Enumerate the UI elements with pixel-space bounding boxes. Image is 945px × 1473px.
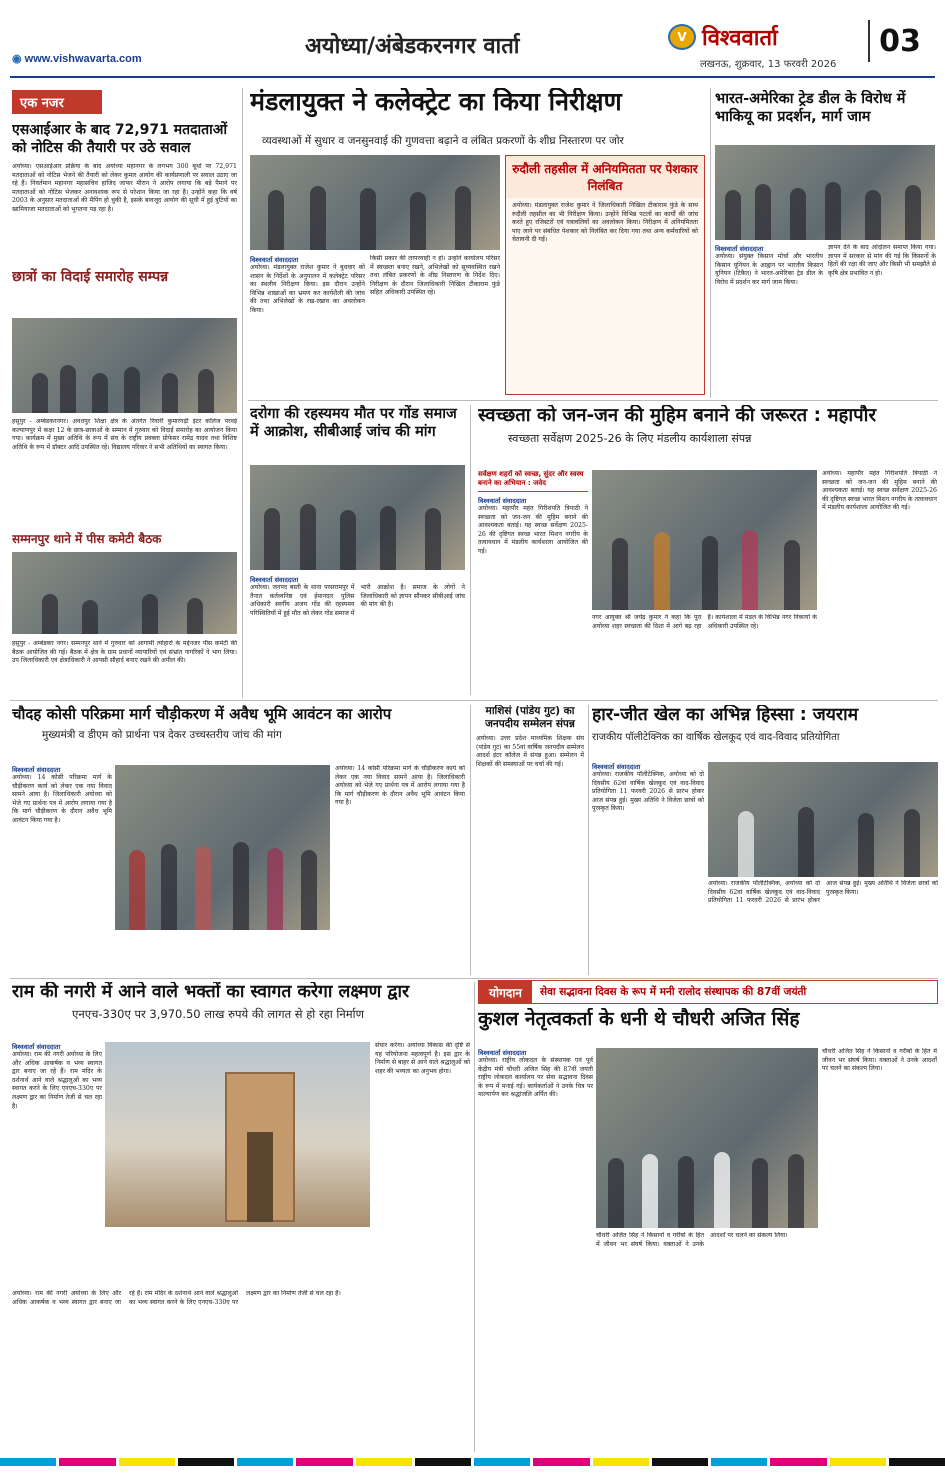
main-headline: मंडलायुक्त ने कलेक्ट्रेट का किया निरीक्षण [250,88,622,116]
yogdan-headline: कुशल नेतृत्वकर्ता के धनी थे चौधरी अजित सिंह [478,1008,800,1030]
clean-subhead: स्वच्छता सर्वेक्षण 2025-26 के लिए मंडलीय कार्यशाला संपन्न [508,432,752,446]
main-byline: विश्ववार्ता संवाददाता [250,256,299,264]
sports-ceremony-photo [708,762,938,877]
sir-headline: एसआईआर के बाद 72,971 मतदाताओं को नोटिस की तैयारी पर उठे सवाल [12,122,228,156]
rld-meeting-photo [596,1048,818,1228]
yogdan-col1 [478,1048,593,1448]
main-col1 [250,255,365,395]
print-color-bar [0,1458,945,1466]
gate-body-3: अयोध्या। राम की नगरी अयोध्या के लिए और अधिक आकर्षक व भव्य स्वागत द्वार बनाए जा रहे हैं। राम मंदिर के दर्शनार्थ आने वाले श्रद्धालुओं का भव्य स्वागत करने के लिए एनएच-330ए पर लक्ष्मण द्वार का निर्माण तेजी से चल रहा है। [12,1290,341,1306]
land-body: अयोध्या। 14 कोसी परिक्रमा मार्ग के चौड़ीकरण कार्य को लेकर एक नया विवाद सामने आया है। जिलाधिकारी अयोध्या को भेजे गए प्रार्थना पत्र में आरोप लगाया गया है कि मार्ग चौड़ीकरण के दौरान अवैध भूमि आवंटन किया गया है। [12,774,112,824]
mashisan-headline: माशिसं (पांडेय गुट) का जनपदीय सम्मेलन संपन्न [485,705,575,731]
farewell-photo [12,318,237,413]
sports-subhead: राजकीय पॉलीटेक्निक का वार्षिक खेलकूद एवं वाद-विवाद प्रतियोगिता [592,732,840,743]
trade-col1 [715,244,823,394]
yogdan-tagline: सेवा सद्भावना दिवस के रूप में मनी रालोद संस्थापक की 87वीं जयंती [539,986,807,998]
sports-headline-wrap [592,705,937,760]
gate-subhead: एनएच-330ए पर 3,970.50 लाख रुपये की लागत से हो रहा निर्माण [72,1007,364,1021]
sir-body: अयोध्या। एसआईआर प्रक्रिया के बाद अयोध्या महानगर के लगभग 300 बूथों पर 72,971 मतदाताओं को नोटिस भेजने की तैयारी को लेकर कुमार आयोग की कार्यप्रणाली पर सवाल उठाए जा रहे हैं। निवर्तमान महानगर महासचिव हाजिद जाफर मीरान ने आरोप लगाया कि बड़े पैमाने पर मतदाताओं को नोटिस भेजकर अनावश्यक रूप से परेशान किया जा रहा है। उन्होंने कहा कि वर्ष 2003 के अनुसार मतदाताओं की मैपिंग हो चुकी है, इसके बावजूद आयोग की सूची में हुई त्रुटियों का खामियाजा मतदाताओं को भुगतना पड़ रहा है। [12,163,237,213]
trade-headline: भारत-अमेरिका ट्रेड डील के विरोध में भाकियू का प्रदर्शन, मार्ग जाम [715,91,906,126]
land-body-2: अयोध्या। 14 कोसी परिक्रमा मार्ग के चौड़ीकरण कार्य को लेकर एक नया विवाद सामने आया है। जिलाधिकारी अयोध्या को भेजे गए प्रार्थना पत्र में आरोप लगाया गया है कि मार्ग चौड़ीकरण के दौरान अवैध भूमि आवंटन किया गया है। [335,765,465,807]
yogdan-col3 [822,1048,937,1448]
mashisan-body: अयोध्या। उत्तर प्रदेश माध्यमिक शिक्षक संघ (पांडेय गुट) का 55वां वार्षिक जनपदीय सम्मेलन आदर्श इंटर कॉलेज में संपन्न हुआ। सम्मेलन में शिक्षकों की समस्याओं पर चर्चा की गई। [476,735,584,769]
trade-col2 [828,244,936,394]
death-body: अयोध्या। जनपद बस्ती के थाना परसरामपुर में तैनात कर्तव्यनिष्ठ एवं ईमानदार पुलिस अधिकारी स्वर्गीय अजय गोंड की रहस्यमय परिस्थितियों में हुई मौत को लेकर गोंड समाज में भारी आक्रोश है। समाज के लोगों ने जिलाधिकारी को ज्ञापन सौंपकर सीबीआई जांच की मांग की है। [250,584,465,617]
ek-nazar-label: एक नजर [12,90,102,114]
trade-byline: विश्ववार्ता संवाददाता [715,245,764,253]
trade-body-1: अयोध्या। संयुक्त किसान मोर्चा और भारतीय किसान यूनियन के आह्वान पर भारतीय किसान यूनियन (टिकैत) ने भारत-अमेरिका ट्रेड डील के विरोध में प्रदर्शन कर मार्ग जाम किया। [715,253,823,286]
gate-body-2: संचार करेगा। अयोध्या विकास की दृष्टि से यह परियोजना महत्वपूर्ण है। इस द्वार के निर्माण से बाहर से आने वाले श्रद्धालुओं को शहर की भव्यता का अनुभव होगा। [375,1042,470,1075]
clean-body-3: अयोध्या। महापौर महंत गिरीशपति त्रिपाठी ने स्वच्छता को जन-जन की मुहिम बनाने की आवश्यकता बताई। यह स्वच्छ सर्वेक्षण 2025-26 की दृष्टिगत स्वच्छ भारत मिशन नगरीय के तत्वावधान में मंडलीय कार्यशाला आयोजित की गई। [822,470,937,512]
death-headline-wrap [250,405,465,465]
clean-col3 [822,470,937,695]
memorandum-photo [250,465,465,570]
website-url[interactable]: ◉ www.vishwavarta.com [12,53,142,65]
sports-byline: विश्ववार्ता संवाददाता [592,763,641,771]
yogdan-body-2: चौधरी अजित सिंह ने किसानों व गरीबों के हित में जीवन भर संघर्ष किया। वक्ताओं ने उनके आदर्शों पर चलने का संकल्प लिया। [596,1232,788,1248]
clean-col1 [478,470,588,695]
land-subhead: मुख्यमंत्री व डीएम को प्रार्थना पत्र देकर उच्चस्तरीय जांच की मांग [42,728,282,741]
yogdan-body-3: चौधरी अजित सिंह ने किसानों व गरीबों के हित में जीवन भर संघर्ष किया। वक्ताओं ने उनके आदर्शों पर चलने का संकल्प लिया। [822,1048,937,1073]
globe-icon: ◉ [12,53,22,65]
clean-byline: विश्ववार्ता संवाददाता [478,497,527,505]
main-headline-wrap [250,88,705,128]
sports-headline: हार-जीत खेल का अभिन्न हिस्सा : जयराम [592,705,859,725]
gate-col1 [12,1042,102,1287]
sports-col2 [708,880,938,972]
trade-body-2: ज्ञापन देने के बाद आंदोलन समाप्त किया गया। ज्ञापन में सरकार से मांग की गई कि किसानों के हितों की रक्षा की जाए और किसी भी समझौते से कृषि क्षेत्र प्रभावित न हो। [828,244,936,277]
peace-body: हसुपुर - अम्बेडकर नगर। सम्मनपुर थाने में गुरुवार को आगामी त्योहारों के मद्देनजर पीस कमेटी की बैठक आयोजित की गई। बैठक में क्षेत्र के ग्राम प्रधानों व्यापारियों एवं संभ्रांत नागरिकों ने भाग लिया। उप जिलाधिकारी एवं क्षेत्राधिकारी ने आपसी सौहार्द बनाए रखने की अपील की। [12,640,237,665]
main-col2 [370,255,500,395]
collectorate-photo [250,155,500,250]
gate-col3 [375,1042,470,1227]
land-headline-wrap [12,705,462,760]
sports-body-2: अयोध्या। राजकीय पॉलीटेक्निक, अयोध्या को दो दिवसीय 62वां वार्षिक खेलकूद एवं वाद-विवाद प्रतियोगिता 11 फरवरी 2026 से प्रारंभ होकर आज संपन्न हुई। मुख्य अतिथि ने विजेता छात्रों को पुरस्कृत किया। [708,880,938,905]
land-byline: विश्ववार्ता संवाददाता [12,766,61,774]
peace-headline: सम्मनपुर थाने में पीस कमेटी बैठक [12,532,162,546]
main-body-2: किसी प्रकार की लापरवाही न हो। उन्होंने कार्यालय परिसर में स्वच्छता बनाए रखने, अभिलेखों को सुव्यवस्थित रखने तथा लंबित प्रकरणों के शीघ्र निस्तारण के निर्देश दिए। निरीक्षण के दौरान जिलाधिकारी निखिल टीकाराम फुंडे सहित अधिकारी उपस्थित रहे। [370,255,500,297]
yogdan-col2 [596,1232,818,1447]
rudauli-body: अयोध्या। मंडलायुक्त राजेश कुमार ने जिलाधिकारी निखिल टीकाराम फुंडे के साथ रुदौली तहसील का भी निरीक्षण किया। उन्होंने विभिन्न पटलों का कार्यों की जांच करते हुए रजिस्टरों एवं पत्रावलियों का अवलोकन किया। निरीक्षण में अनियमितता पाए जाने पर संबंधित पेशकार को निलंबित कर दिया गया तथा अन्य कर्मचारियों को चेतावनी दी गई। [512,202,698,244]
logo-icon: V [668,24,696,50]
land-col3 [335,765,465,970]
land-col1 [12,765,112,970]
clean-headline: स्वच्छता को जन-जन की मुहिम बनाने की जरूरत : महापौर [478,405,877,426]
trade-headline-wrap [715,90,937,150]
clean-headline-wrap [478,405,938,465]
death-headline: दरोगा की रहस्यमय मौत पर गोंड समाज में आक्रोश, सीबीआई जांच की मांग [250,406,457,441]
yogdan-body: अयोध्या। राष्ट्रीय लोकदल के संस्थापक एवं पूर्व केंद्रीय मंत्री चौधरी अजित सिंह की 87वीं जयंती राष्ट्रीय लोकदल कार्यालय पर सेवा सद्भावना दिवस के रूप में मनाई गई। कार्यकर्ताओं ने उनके चित्र पर माल्यार्पण कर श्रद्धांजलि अर्पित की। [478,1057,593,1099]
villagers-photo [115,765,330,930]
farewell-body: हसुपुर - अम्बेडकरनगर। अवधपुर शिक्षा क्षेत्र के अंतर्गत रिवारी कुमारगढ़ी इंटर कॉलेज परवई कल्याणपुर में कक्षा 12 के छात्र-छात्राओं के सम्मान में गुरुवार को विदाई समारोह का आयोजन किया गया। कार्यक्रम में मुख्य अतिथि के रूप में संघ के राष्ट्रीय प्रवक्ता प्रोफेसर रामेंद्र यादव तथा विशिष्ट अतिथि के रूप में डॉक्टर आदि उपस्थित रहे। विद्यालय परिवार ने सभी अतिथियों का स्वागत किया। [12,418,237,451]
masthead-logo [668,22,778,52]
clean-col2 [592,614,817,694]
peace-meeting-photo [12,552,237,634]
main-subhead: व्यवस्थाओं में सुधार व जनसुनवाई की गुणवत्ता बढ़ाने व लंबित प्रकरणों के शीघ्र निस्तारण पर जोर [262,135,624,147]
page-number: 03 [868,20,930,62]
clean-quote: सर्वेक्षण शहरों को स्वच्छ, सुंदर और स्वस्थ बनाने का अभियान : जवेद [478,470,588,492]
farewell-headline: छात्रों का विदाई समारोह सम्पन्न [12,269,169,285]
lakshman-dwar-photo [105,1042,370,1227]
yogdan-tag: योगदान [479,981,532,1003]
sports-col1 [592,762,704,972]
section-title: अयोध्या/अंबेडकरनगर वार्ता [305,34,520,59]
gate-lower-body [12,1290,472,1450]
land-headline: चौदह कोसी परिक्रमा मार्ग चौड़ीकरण में अवैध भूमि आवंटन का आरोप [12,705,392,723]
yogdan-byline: विश्ववार्ता संवाददाता [478,1049,527,1057]
yogdan-headline-wrap [478,1008,938,1044]
mashisan-story [476,705,584,973]
rudauli-box [505,155,705,395]
ek-nazar-column [12,90,237,655]
death-byline: विश्ववार्ता संवाददाता [250,576,299,584]
protest-photo [715,145,935,240]
main-body-1: अयोध्या। मंडलायुक्त राजेश कुमार ने बुधवार को शासन के निर्देशों के अनुपालन में कलेक्ट्रेट परिसर का स्थलीय निरीक्षण किया। इस दौरान उन्होंने विभिन्न शाखाओं का भ्रमण कर कार्यशैली की जांच की तथा अभिलेखों के रख-रखाव का अवलोकन किया। [250,264,365,314]
gate-headline-wrap [12,982,472,1042]
gate-body: अयोध्या। राम की नगरी अयोध्या के लिए और अधिक आकर्षक व भव्य स्वागत द्वार बनाए जा रहे हैं। राम मंदिर के दर्शनार्थ आने वाले श्रद्धालुओं का भव्य स्वागत करने के लिए एनएच-330ए पर लक्ष्मण द्वार का निर्माण तेजी से चल रहा है। [12,1051,102,1110]
sports-body: अयोध्या। राजकीय पॉलीटेक्निक, अयोध्या को दो दिवसीय 62वां वार्षिक खेलकूद एवं वाद-विवाद प्रतियोगिता 11 फरवरी 2026 से प्रारंभ होकर आज संपन्न हुई। मुख्य अतिथि ने विजेता छात्रों को पुरस्कृत किया। [592,771,704,813]
paper-name: विश्ववार्ता [702,26,778,51]
yogdan-strip [478,980,938,1004]
death-body-wrap [250,575,465,695]
clean-body-2: नगर आयुक्त श्री जयेंद्र कुमार ने कहा कि पूरा अयोध्या शहर स्वच्छता की दिशा में आगे बढ़ रहा है। कार्यशाला में मंडल के विभिन्न नगर निकायों के अधिकारी उपस्थित रहे। [592,614,817,630]
clean-body: अयोध्या। महापौर महंत गिरीशपति त्रिपाठी ने स्वच्छता को जन-जन की मुहिम बनाने की आवश्यकता बताई। यह स्वच्छ सर्वेक्षण 2025-26 की दृष्टिगत स्वच्छ भारत मिशन नगरीय के तत्वावधान में मंडलीय कार्यशाला आयोजित की गई। [478,505,588,555]
gate-byline: विश्ववार्ता संवाददाता [12,1043,61,1051]
gate-headline: राम की नगरी में आने वाले भक्तों का स्वागत करेगा लक्ष्मण द्वार [12,982,410,1002]
header-rule [10,76,935,78]
rudauli-headline: रुदौली तहसील में अनियमितता पर पेशकार निलंबित [506,156,704,198]
workshop-photo [592,470,817,610]
dateline: लखनऊ, शुक्रवार, 13 फरवरी 2026 [700,59,837,70]
